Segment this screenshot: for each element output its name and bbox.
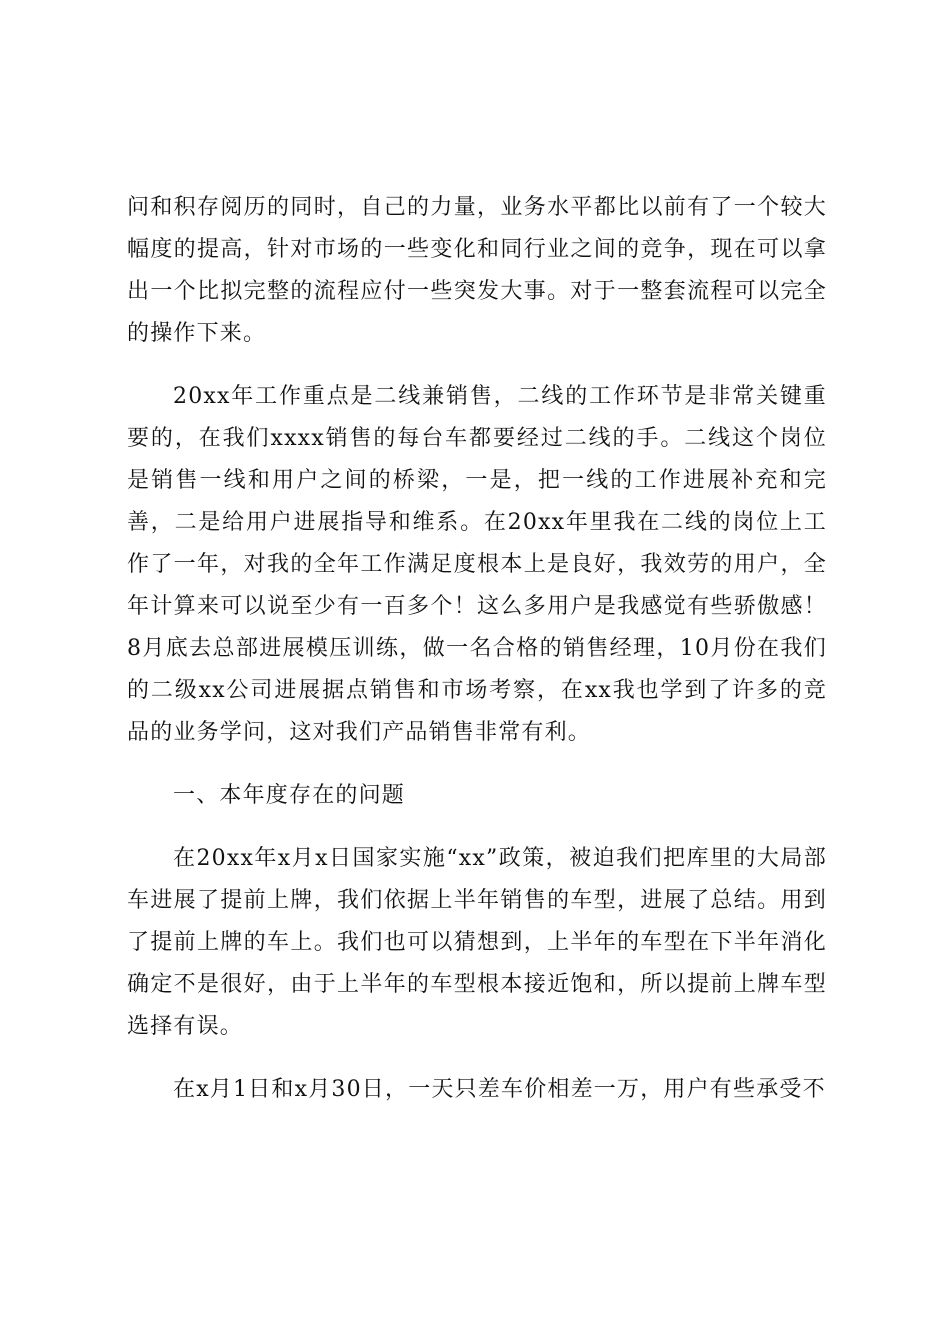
paragraph-3: 在20xx年x月x日国家实施“xx”政策，被迫我们把库里的大局部车进展了提前上牌，我们依据上半年销售的车型，进展了总结。用到了提前上牌的车上。我们也可以猜想到，上半年的车型在下半年消化确定不是很好，由于上半年的车型根本接近饱和，所以提前上牌车型选择有误。 <box>127 846 827 1039</box>
paragraph-1: 问和积存阅历的同时，自己的力量，业务水平都比以前有了一个较大幅度的提高，针对市场的一些变化和同行业之间的竞争，现在可以拿出一个比拟完整的流程应付一些突发大事。对于一整套流程可以完全的操作下来。 <box>127 195 827 346</box>
paragraph-2: 20xx年工作重点是二线兼销售，二线的工作环节是非常关键重要的，在我们xxxx销售的每台车都要经过二线的手。二线这个岗位是销售一线和用户之间的桥梁，一是，把一线的工作进展补充和完善，二是给用户进展指导和维系。在20xx年里我在二线的岗位上工作了一年，对我的全年工作满足度根本上是良好，我效劳的用户，全年计算来可以说至少有一百多个！这么多用户是我感觉有些骄傲感！8月底去总部进展模压训练，做一名合格的销售经理，10月份在我们的二级xx公司进展据点销售和市场考察，在xx我也学到了许多的竞品的业务学问，这对我们产品销售非常有利。 <box>127 384 827 745</box>
paragraph-4: 在x月1日和x月30日，一天只差车价相差一万，用户有些承受不 <box>173 1077 826 1102</box>
document-body <box>127 187 827 1132</box>
section-heading: 一、本年度存在的问题 <box>173 783 406 808</box>
